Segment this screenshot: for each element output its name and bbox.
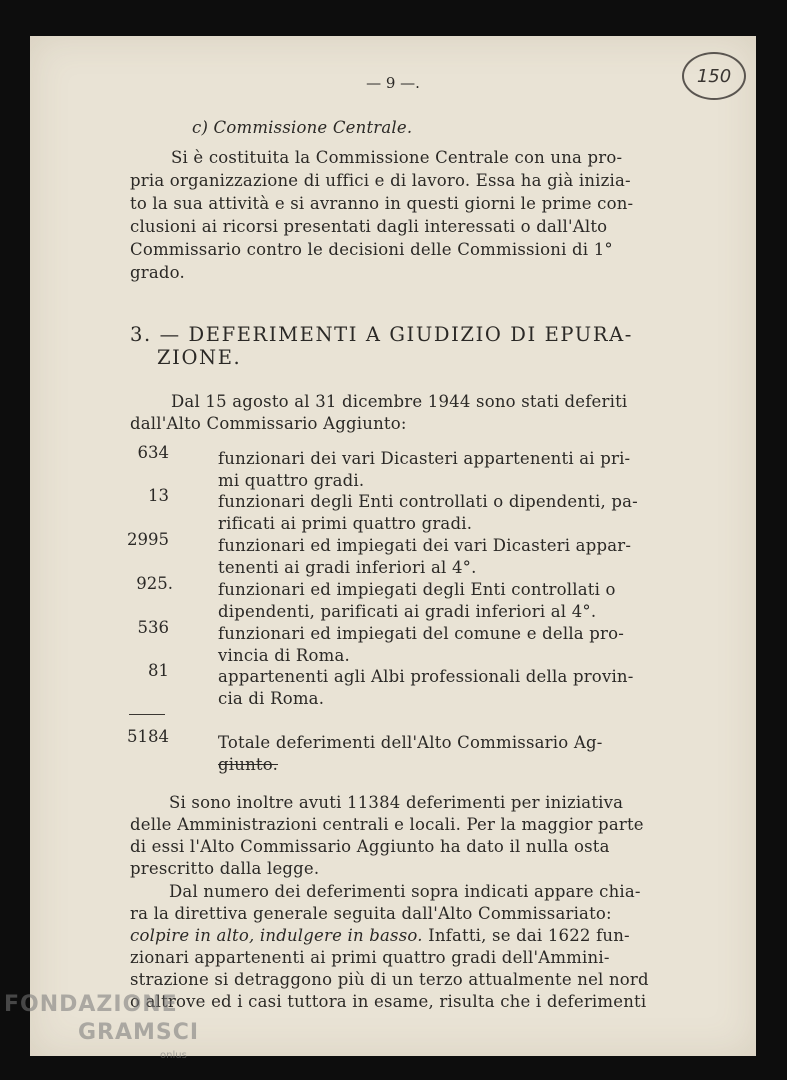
item-count: 2995: [127, 530, 169, 549]
item-line: vincia di Roma.: [218, 646, 350, 665]
intro-line: Dal 15 agosto al 31 dicembre 1944 sono stati deferiti: [171, 392, 628, 411]
para3-line: [130, 926, 630, 945]
total-rule: [129, 714, 165, 715]
item-line: tenenti ai gradi inferiori al 4°.: [218, 558, 477, 577]
watermark-gramsci: GRAMSCI: [78, 1020, 200, 1045]
item-line: mi quattro gradi.: [218, 471, 365, 490]
item-line: rificati ai primi quattro gradi.: [218, 514, 473, 533]
item-line: funzionari ed impiegati del comune e della pro-: [218, 624, 625, 643]
para3-line: strazione si detraggono più di un terzo attualmente nel nord: [130, 970, 649, 989]
section-3-heading-cont: ZIONE.: [157, 346, 242, 369]
item-count: 13: [148, 486, 169, 505]
section-c-line: grado.: [130, 263, 185, 282]
watermark-onlus: onlus: [160, 1050, 187, 1061]
section-c-line: pria organizzazione di uffici e di lavoro. Essa ha già inizia-: [130, 171, 631, 190]
para3-line: zionari appartenenti ai primi quattro gradi dell'Ammini-: [130, 948, 610, 967]
item-line: funzionari degli Enti controllati o dipendenti, pa-: [218, 492, 638, 511]
total-label-cont: giunto.: [218, 755, 279, 774]
para3-line: ra la direttiva generale seguita dall'Alto Commissariato:: [130, 904, 612, 923]
item-count: 634: [137, 443, 169, 462]
total-count: 5184: [127, 727, 169, 746]
item-line: funzionari ed impiegati degli Enti controllati o: [218, 580, 616, 599]
item-line: funzionari ed impiegati dei vari Dicasteri appar-: [218, 536, 632, 555]
para2-line: di essi l'Alto Commissario Aggiunto ha dato il nulla osta: [130, 837, 610, 856]
document-page: [30, 36, 756, 1056]
item-line: funzionari dei vari Dicasteri appartenenti ai pri-: [218, 449, 631, 468]
section-c-line: Commissario contro le decisioni delle Commissioni di 1°: [130, 240, 613, 259]
item-count: 925.: [136, 574, 173, 593]
para2-line: Si sono inoltre avuti 11384 deferimenti per iniziativa: [169, 793, 624, 812]
item-line: appartenenti agli Albi professionali della provin-: [218, 667, 634, 686]
item-count: 81: [148, 661, 169, 680]
watermark-foundation: FONDAZIONE: [4, 992, 178, 1017]
archive-number-stamp: 150: [682, 52, 746, 100]
section-3-heading: 3. — DEFERIMENTI A GIUDIZIO DI EPURA-: [130, 323, 633, 346]
para2-line: prescritto dalla legge.: [130, 859, 320, 878]
item-line: cia di Roma.: [218, 689, 325, 708]
para3-motto: colpire in alto, indulgere in basso.: [130, 926, 423, 945]
section-c-heading: c) Commissione Centrale.: [192, 118, 413, 137]
item-count: 536: [137, 618, 169, 637]
para3-line-rest: Infatti, se dai 1622 fun-: [422, 926, 630, 945]
item-line: dipendenti, parificati ai gradi inferiori al 4°.: [218, 602, 597, 621]
page-number: — 9 —.: [366, 74, 420, 92]
section-c-line: clusioni ai ricorsi presentati dagli interessati o dall'Alto: [130, 217, 608, 236]
intro-line: dall'Alto Commissario Aggiunto:: [130, 414, 407, 433]
para3-line: o altrove ed i casi tuttora in esame, risulta che i deferimenti: [130, 992, 647, 1011]
para3-line: Dal numero dei deferimenti sopra indicati appare chia-: [169, 882, 641, 901]
section-c-line: to la sua attività e si avranno in questi giorni le prime con-: [130, 194, 634, 213]
total-label: Totale deferimenti dell'Alto Commissario Ag-: [218, 733, 603, 752]
para2-line: delle Amministrazioni centrali e locali. Per la maggior parte: [130, 815, 644, 834]
section-c-line: Si è costituita la Commissione Centrale con una pro-: [171, 148, 623, 167]
